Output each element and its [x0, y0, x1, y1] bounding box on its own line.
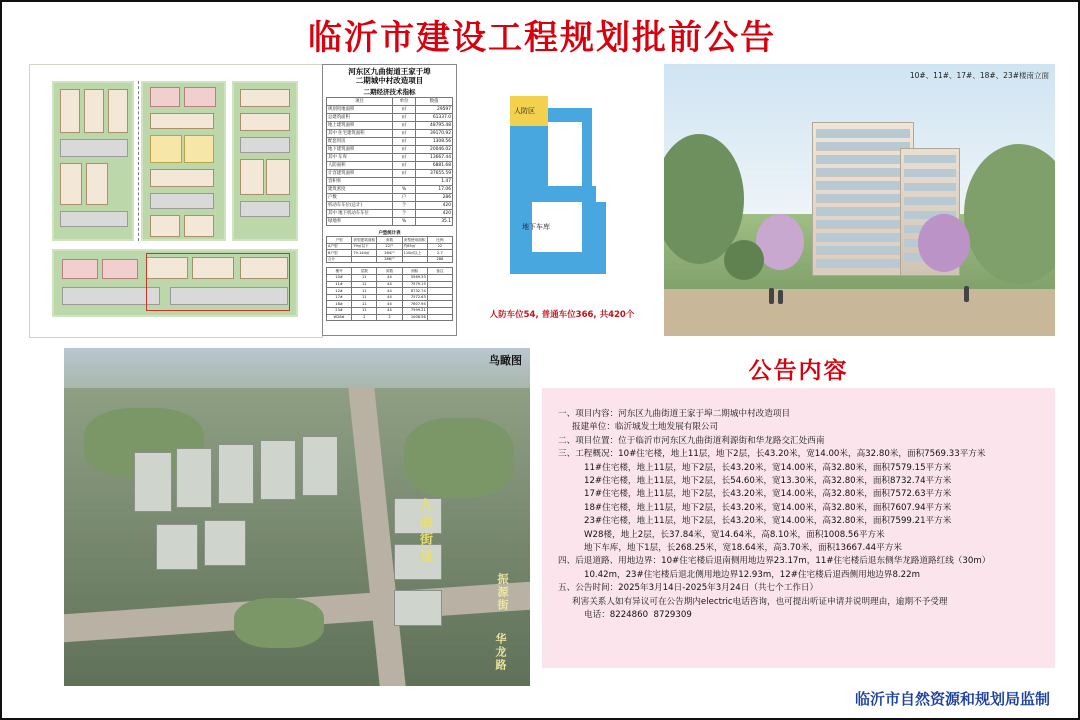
table-row	[327, 210, 453, 218]
cell-value: 1308.56	[416, 138, 453, 146]
cell-item: 总建筑面积	[327, 114, 393, 122]
parking-note: 人防车位54, 普通车位366, 共420个	[489, 310, 635, 320]
header-cell: 户型	[327, 237, 352, 244]
table-row	[327, 138, 453, 146]
cell: 44	[377, 274, 402, 281]
cell	[427, 301, 452, 308]
table-row	[327, 154, 453, 162]
header-cell: 套型使用面积	[403, 237, 426, 242]
cell: 286户	[377, 256, 402, 263]
table-row	[327, 281, 453, 288]
cell: 23#	[327, 307, 352, 314]
cell: 286	[427, 256, 452, 263]
cell-item: 容积率	[327, 178, 393, 186]
cell: 8732.74	[402, 288, 427, 295]
cell-unit: ㎡	[393, 122, 416, 130]
cell-item: 地下建筑面积	[327, 146, 393, 154]
cell-unit: ㎡	[393, 154, 416, 162]
cell	[427, 307, 452, 314]
air-defense-label: 人防区	[514, 107, 535, 115]
basement-plan-drawing	[462, 64, 662, 336]
elevation-caption: 10#、11#、17#、18#、23#楼南立面	[909, 71, 1049, 80]
cell: 11	[352, 281, 377, 288]
cell: 1008.56	[402, 314, 427, 321]
indicator-table	[326, 97, 453, 226]
cell	[427, 288, 452, 295]
notice-line: 17#住宅楼，地上11层，地下2层，长43.20米，宽14.00米，高32.80米，面积7572.63平方米	[584, 489, 952, 500]
cell-value: 1.47	[416, 178, 453, 186]
cell: 22	[427, 243, 452, 250]
header-cell: 套数	[377, 268, 402, 275]
cell-item: 其中 住宅建筑面积	[327, 130, 393, 138]
cell-unit: ㎡	[393, 146, 416, 154]
aerial-title: 鸟瞰图	[489, 354, 522, 367]
notice-line: 18#住宅楼，地上11层，地下2层，长43.20米，宽14.00米，高32.80米，面积7607.94平方米	[584, 502, 952, 513]
cell: 79㎡以下	[352, 243, 377, 250]
cell: 2.7	[427, 250, 452, 257]
table-row	[327, 256, 453, 263]
cell-value: 20046.02	[416, 146, 453, 154]
notice-line: 四、后退道路、用地边界：10#住宅楼后退南侧用地边界23.17m，11#住宅楼后退东侧华龙路道路红线（30m）	[558, 556, 991, 567]
cell-unit: ㎡	[393, 170, 416, 178]
cell: B户型	[327, 250, 352, 257]
table-row	[327, 194, 453, 202]
cell: 2	[377, 314, 402, 321]
cell: 约65㎡	[402, 243, 427, 250]
cell-value: 39170.92	[416, 130, 453, 138]
cell-unit: ㎡	[393, 162, 416, 170]
header-cell: 套型建筑面积	[353, 237, 376, 242]
cell	[427, 294, 452, 301]
header-cell: 楼号	[327, 268, 352, 275]
notice-line: 电话：8224860 8729309	[584, 610, 692, 621]
header-cell: 项目	[327, 98, 393, 106]
panel-title-line1: 河东区九曲街道王家于埠	[348, 67, 431, 76]
table-row	[327, 250, 453, 257]
header-cell: 备注	[427, 268, 452, 275]
cell-unit: ㎡	[393, 138, 416, 146]
notice-line: 二、项目位置：位于临沂市河东区九曲街道利源街和华龙路交汇处西南	[558, 435, 825, 446]
cell-unit	[393, 178, 416, 186]
cell: W28#	[327, 314, 352, 321]
cell: 2	[352, 314, 377, 321]
issuing-authority: 临沂市自然资源和规划局监制	[854, 690, 1050, 708]
cell: 44	[377, 307, 402, 314]
cell: 5569.33	[402, 274, 427, 281]
cell-item: 绿地率	[327, 218, 393, 226]
cell-item: 其中 地下机动车车位	[327, 210, 393, 218]
cell: 18#	[327, 301, 352, 308]
notice-line: 地下车库，地下1层，长268.25米，宽18.64米，高3.70米，面积13667.44平方米	[584, 543, 902, 554]
garage-label: 地下车库	[522, 223, 550, 231]
cell-value: 17.06	[416, 186, 453, 194]
header-cell: 层数	[352, 268, 377, 275]
cell	[427, 314, 452, 321]
cell: 11	[352, 294, 377, 301]
cell-value: 35.1	[416, 218, 453, 226]
cell-item: 配套用房	[327, 138, 393, 146]
economic-indicator-panel	[322, 64, 457, 336]
cell-value: 37655.59	[416, 170, 453, 178]
cell	[427, 274, 452, 281]
cell-value: 420	[416, 202, 453, 210]
aerial-street-label-1: 振源街	[496, 573, 509, 612]
header-cell: 比例	[427, 237, 452, 244]
table-row	[327, 294, 453, 301]
table-header-row	[327, 237, 453, 244]
cell-unit: ㎡	[393, 114, 416, 122]
cell: 79-144㎡	[352, 250, 377, 257]
notice-line: 利害关系人如有异议可在公告期内electric电话咨询，也可提出听证申请并说明理由，逾期不予受理	[572, 596, 948, 607]
cell: 44	[377, 288, 402, 295]
cell-item: 人防面积	[327, 162, 393, 170]
notice-panel	[542, 388, 1055, 668]
cell: 264户	[377, 250, 402, 257]
table-row	[327, 301, 453, 308]
unit-type-table	[326, 236, 453, 263]
building-summary-table	[326, 267, 453, 321]
header-cell: 面积	[402, 268, 427, 275]
cell-unit: %	[393, 186, 416, 194]
cell-item: 其中 车库	[327, 154, 393, 162]
cell-item: 计容建筑面积	[327, 170, 393, 178]
cell-unit: %	[393, 218, 416, 226]
table-row	[327, 178, 453, 186]
cell-value: 6881.68	[416, 162, 453, 170]
cell-item: 规划用地面积	[327, 106, 393, 114]
aerial-view-image	[64, 348, 530, 686]
notice-line: 10.42m，23#住宅楼后退北侧用地边界12.93m，12#住宅楼后退西侧用地边界8.22m	[584, 569, 920, 580]
page-title: 临沂市建设工程规划批前公告	[308, 18, 776, 58]
table-row	[327, 146, 453, 154]
table-header-row	[327, 268, 453, 275]
cell-item: 地上建筑面积	[327, 122, 393, 130]
table-row	[327, 202, 453, 210]
table-row	[327, 243, 453, 250]
cell: 7572.63	[402, 294, 427, 301]
cell-value: 29597	[416, 106, 453, 114]
cell-item: 户数	[327, 194, 393, 202]
cell: 11#	[327, 281, 352, 288]
cell	[427, 281, 452, 288]
notice-line: 报建单位：临沂城发土地发展有限公司	[572, 422, 719, 433]
cell: 7579.15	[402, 281, 427, 288]
notice-line: 23#住宅楼，地上11层，地下2层，长43.20米，宽14.00米，高32.80米，面积7599.21平方米	[584, 516, 952, 527]
cell	[402, 256, 427, 263]
cell: 11	[352, 288, 377, 295]
site-plan-drawing	[29, 64, 323, 338]
aerial-project-label: 九曲街道	[417, 498, 432, 566]
cell-unit: 个	[393, 210, 416, 218]
cell: 44	[377, 294, 402, 301]
table-row	[327, 218, 453, 226]
table-row	[327, 130, 453, 138]
cell-value: 61337.0	[416, 114, 453, 122]
cell: 7607.94	[402, 301, 427, 308]
table-row	[327, 288, 453, 295]
panel-title-line2: 二期城中村改造项目	[355, 76, 424, 85]
notice-line: 11#住宅楼，地上11层，地下2层，长43.20米，宽14.00米，高32.80米，面积7579.15平方米	[584, 462, 952, 473]
cell: 17#	[327, 294, 352, 301]
table-row	[327, 162, 453, 170]
cell: 12#	[327, 288, 352, 295]
table-row	[327, 186, 453, 194]
cell: 合计	[327, 256, 352, 263]
unit-type-table-title: 户型统计表	[378, 230, 401, 235]
notice-heading: 公告内容	[748, 358, 849, 384]
cell: A户型	[327, 243, 352, 250]
cell-value: 286	[416, 194, 453, 202]
cell: 11	[352, 274, 377, 281]
header-cell: 单位	[393, 98, 416, 106]
notice-line: 12#住宅楼，地上11层，地下2层，长54.60米，宽13.30米，高32.80米，面积8732.74平方米	[584, 476, 952, 487]
cell-unit: 个	[393, 202, 416, 210]
cell	[352, 256, 377, 263]
cell-unit: 户	[393, 194, 416, 202]
cell-unit: ㎡	[393, 130, 416, 138]
notice-line: 五、公告时间：2025年3月14日-2025年3月24日（共七个工作日）	[558, 583, 819, 594]
cell: 44	[377, 301, 402, 308]
table-row	[327, 114, 453, 122]
panel-subtitle: 二期经济技术指标	[363, 88, 416, 96]
table-row	[327, 314, 453, 321]
cell-unit: ㎡	[393, 106, 416, 114]
building-elevation-render	[664, 64, 1055, 336]
notice-line: 三、工程概况：10#住宅楼，地上11层，地下2层，长43.20米，宽14.00米，高32.80米，面积7569.33平方米	[558, 449, 986, 460]
table-row	[327, 170, 453, 178]
notice-line: 一、项目内容：河东区九曲街道王家于埠二期城中村改造项目	[558, 409, 791, 419]
cell-item: 机动车车位(总计)	[327, 202, 393, 210]
table-row	[327, 307, 453, 314]
header-cell: 套数	[377, 237, 402, 244]
cell-item: 建筑密度	[327, 186, 393, 194]
table-header-row	[327, 98, 453, 106]
notice-line: W28楼，地上2层，长37.84米，宽14.64米，高8.10米，面积1008.56平方米	[584, 529, 885, 540]
cell-value: 48795.48	[416, 122, 453, 130]
cell-value: 13667.44	[416, 154, 453, 162]
cell: 44	[377, 281, 402, 288]
cell: 110㎡以上	[402, 250, 427, 257]
cell: 10#	[327, 274, 352, 281]
cell: 22户	[377, 243, 402, 250]
cell-value: 420	[416, 210, 453, 218]
cell: 11	[352, 307, 377, 314]
header-cell: 数值	[416, 98, 453, 106]
table-row	[327, 274, 453, 281]
cell: 7599.21	[402, 307, 427, 314]
aerial-street-label-2: 华龙路	[494, 633, 507, 672]
table-row	[327, 106, 453, 114]
table-row	[327, 122, 453, 130]
cell: 11	[352, 301, 377, 308]
